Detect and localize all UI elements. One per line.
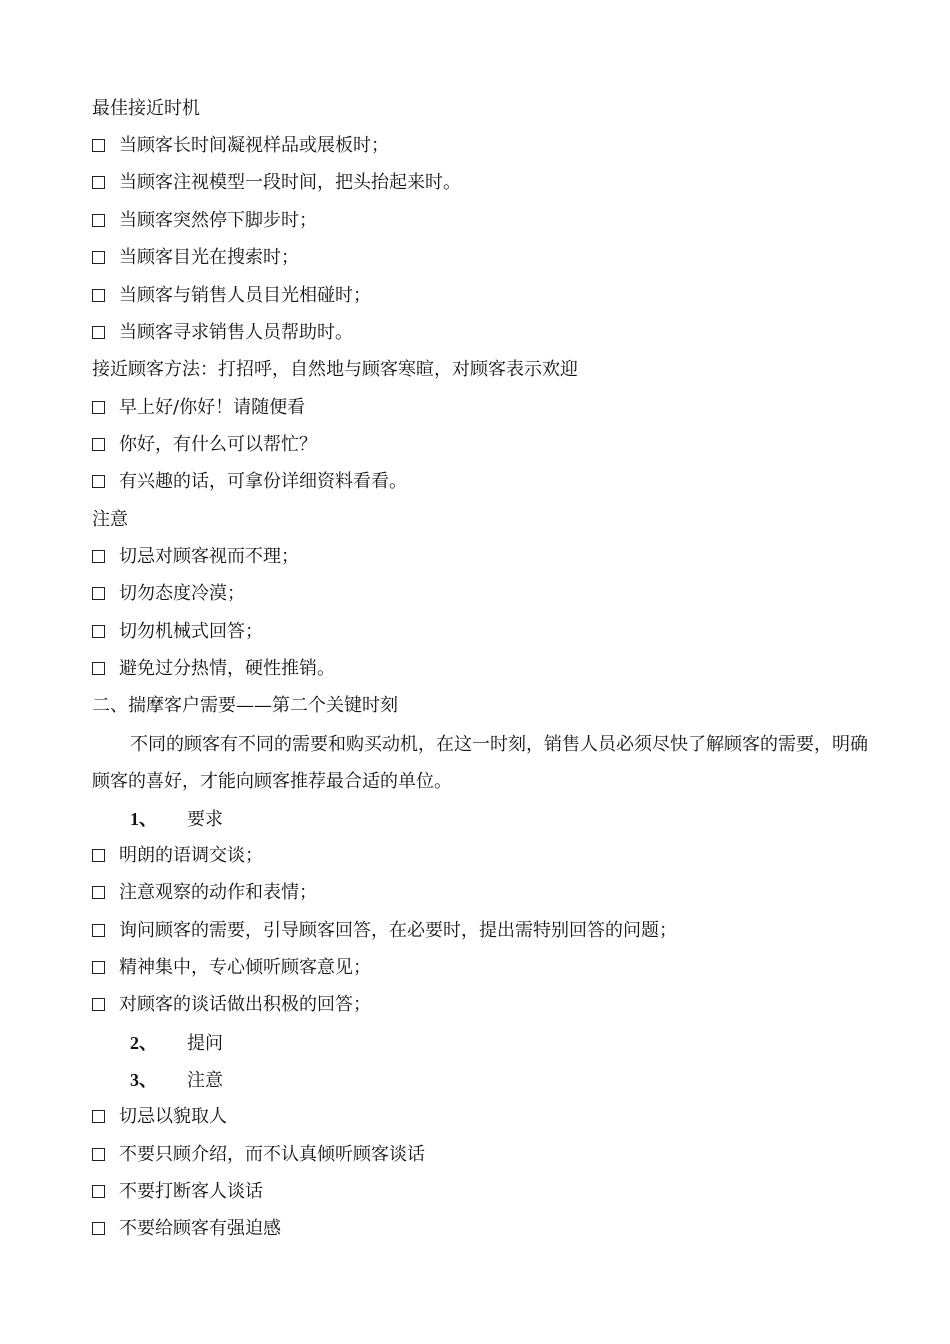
- list-item: 当顾客与销售人员目光相碰时；: [92, 285, 890, 307]
- checkbox-icon: [92, 998, 105, 1011]
- checkbox-icon: [92, 886, 105, 899]
- list-item: 有兴趣的话，可拿份详细资料看看。: [92, 471, 890, 493]
- list-item: 精神集中，专心倾听顾客意见；: [92, 957, 890, 979]
- list-item: 切勿机械式回答；: [92, 621, 890, 643]
- checkbox-icon: [92, 961, 105, 974]
- checkbox-icon: [92, 401, 105, 414]
- list-item: 早上好/你好！请随便看: [92, 397, 890, 419]
- checkbox-icon: [92, 475, 105, 488]
- part2-paragraph: 不同的顾客有不同的需要和购买动机，在这一时刻，销售人员必须尽快了解顾客的需要，明确顾客的喜好，才能向顾客推荐最合适的单位。: [92, 734, 868, 792]
- subheading-cautions: 3、 注意: [130, 1070, 223, 1091]
- list-item: 注意观察的动作和表情；: [92, 882, 890, 904]
- checkbox-icon: [92, 1185, 105, 1198]
- list-item: 当顾客长时间凝视样品或展板时；: [92, 135, 890, 157]
- checkbox-icon: [92, 924, 105, 937]
- timing-heading: 最佳接近时机: [92, 98, 200, 119]
- approach-heading: 接近顾客方法：打招呼，自然地与顾客寒暄，对顾客表示欢迎: [92, 359, 578, 380]
- subheading-requirements: 1、 要求: [130, 809, 223, 830]
- subheading-questions: 2、 提问: [130, 1033, 223, 1054]
- checkbox-icon: [92, 849, 105, 862]
- checkbox-icon: [92, 176, 105, 189]
- checkbox-icon: [92, 251, 105, 264]
- list-item: 切忌对顾客视而不理；: [92, 546, 890, 568]
- checkbox-icon: [92, 214, 105, 227]
- list-item: 切忌以貌取人: [92, 1106, 890, 1128]
- checkbox-icon: [92, 139, 105, 152]
- checkbox-icon: [92, 587, 105, 600]
- list-item: 不要给顾客有强迫感: [92, 1218, 890, 1240]
- checkbox-icon: [92, 438, 105, 451]
- list-item: 当顾客注视模型一段时间，把头抬起来时。: [92, 172, 890, 194]
- list-item: 你好，有什么可以帮忙？: [92, 434, 890, 456]
- checkbox-icon: [92, 1222, 105, 1235]
- list-item: 当顾客突然停下脚步时；: [92, 210, 890, 232]
- list-item: 对顾客的谈话做出积极的回答；: [92, 994, 890, 1016]
- list-item: 明朗的语调交谈；: [92, 845, 890, 867]
- checkbox-icon: [92, 1148, 105, 1161]
- part2-heading: 二、揣摩客户需要——第二个关键时刻: [92, 695, 398, 716]
- list-item: 避免过分热情，硬性推销。: [92, 658, 890, 680]
- list-item: 当顾客寻求销售人员帮助时。: [92, 322, 890, 344]
- list-item: 当顾客目光在搜索时；: [92, 247, 890, 269]
- list-item: 不要只顾介绍，而不认真倾听顾客谈话: [92, 1144, 890, 1166]
- checkbox-icon: [92, 1110, 105, 1123]
- checkbox-icon: [92, 550, 105, 563]
- list-item: 切勿态度冷漠；: [92, 583, 890, 605]
- checkbox-icon: [92, 326, 105, 339]
- list-item: 不要打断客人谈话: [92, 1181, 890, 1203]
- checkbox-icon: [92, 289, 105, 302]
- list-item: 询问顾客的需要，引导顾客回答，在必要时，提出需特别回答的问题；: [92, 920, 890, 942]
- notice-heading: 注意: [92, 509, 128, 530]
- checkbox-icon: [92, 625, 105, 638]
- checkbox-icon: [92, 662, 105, 675]
